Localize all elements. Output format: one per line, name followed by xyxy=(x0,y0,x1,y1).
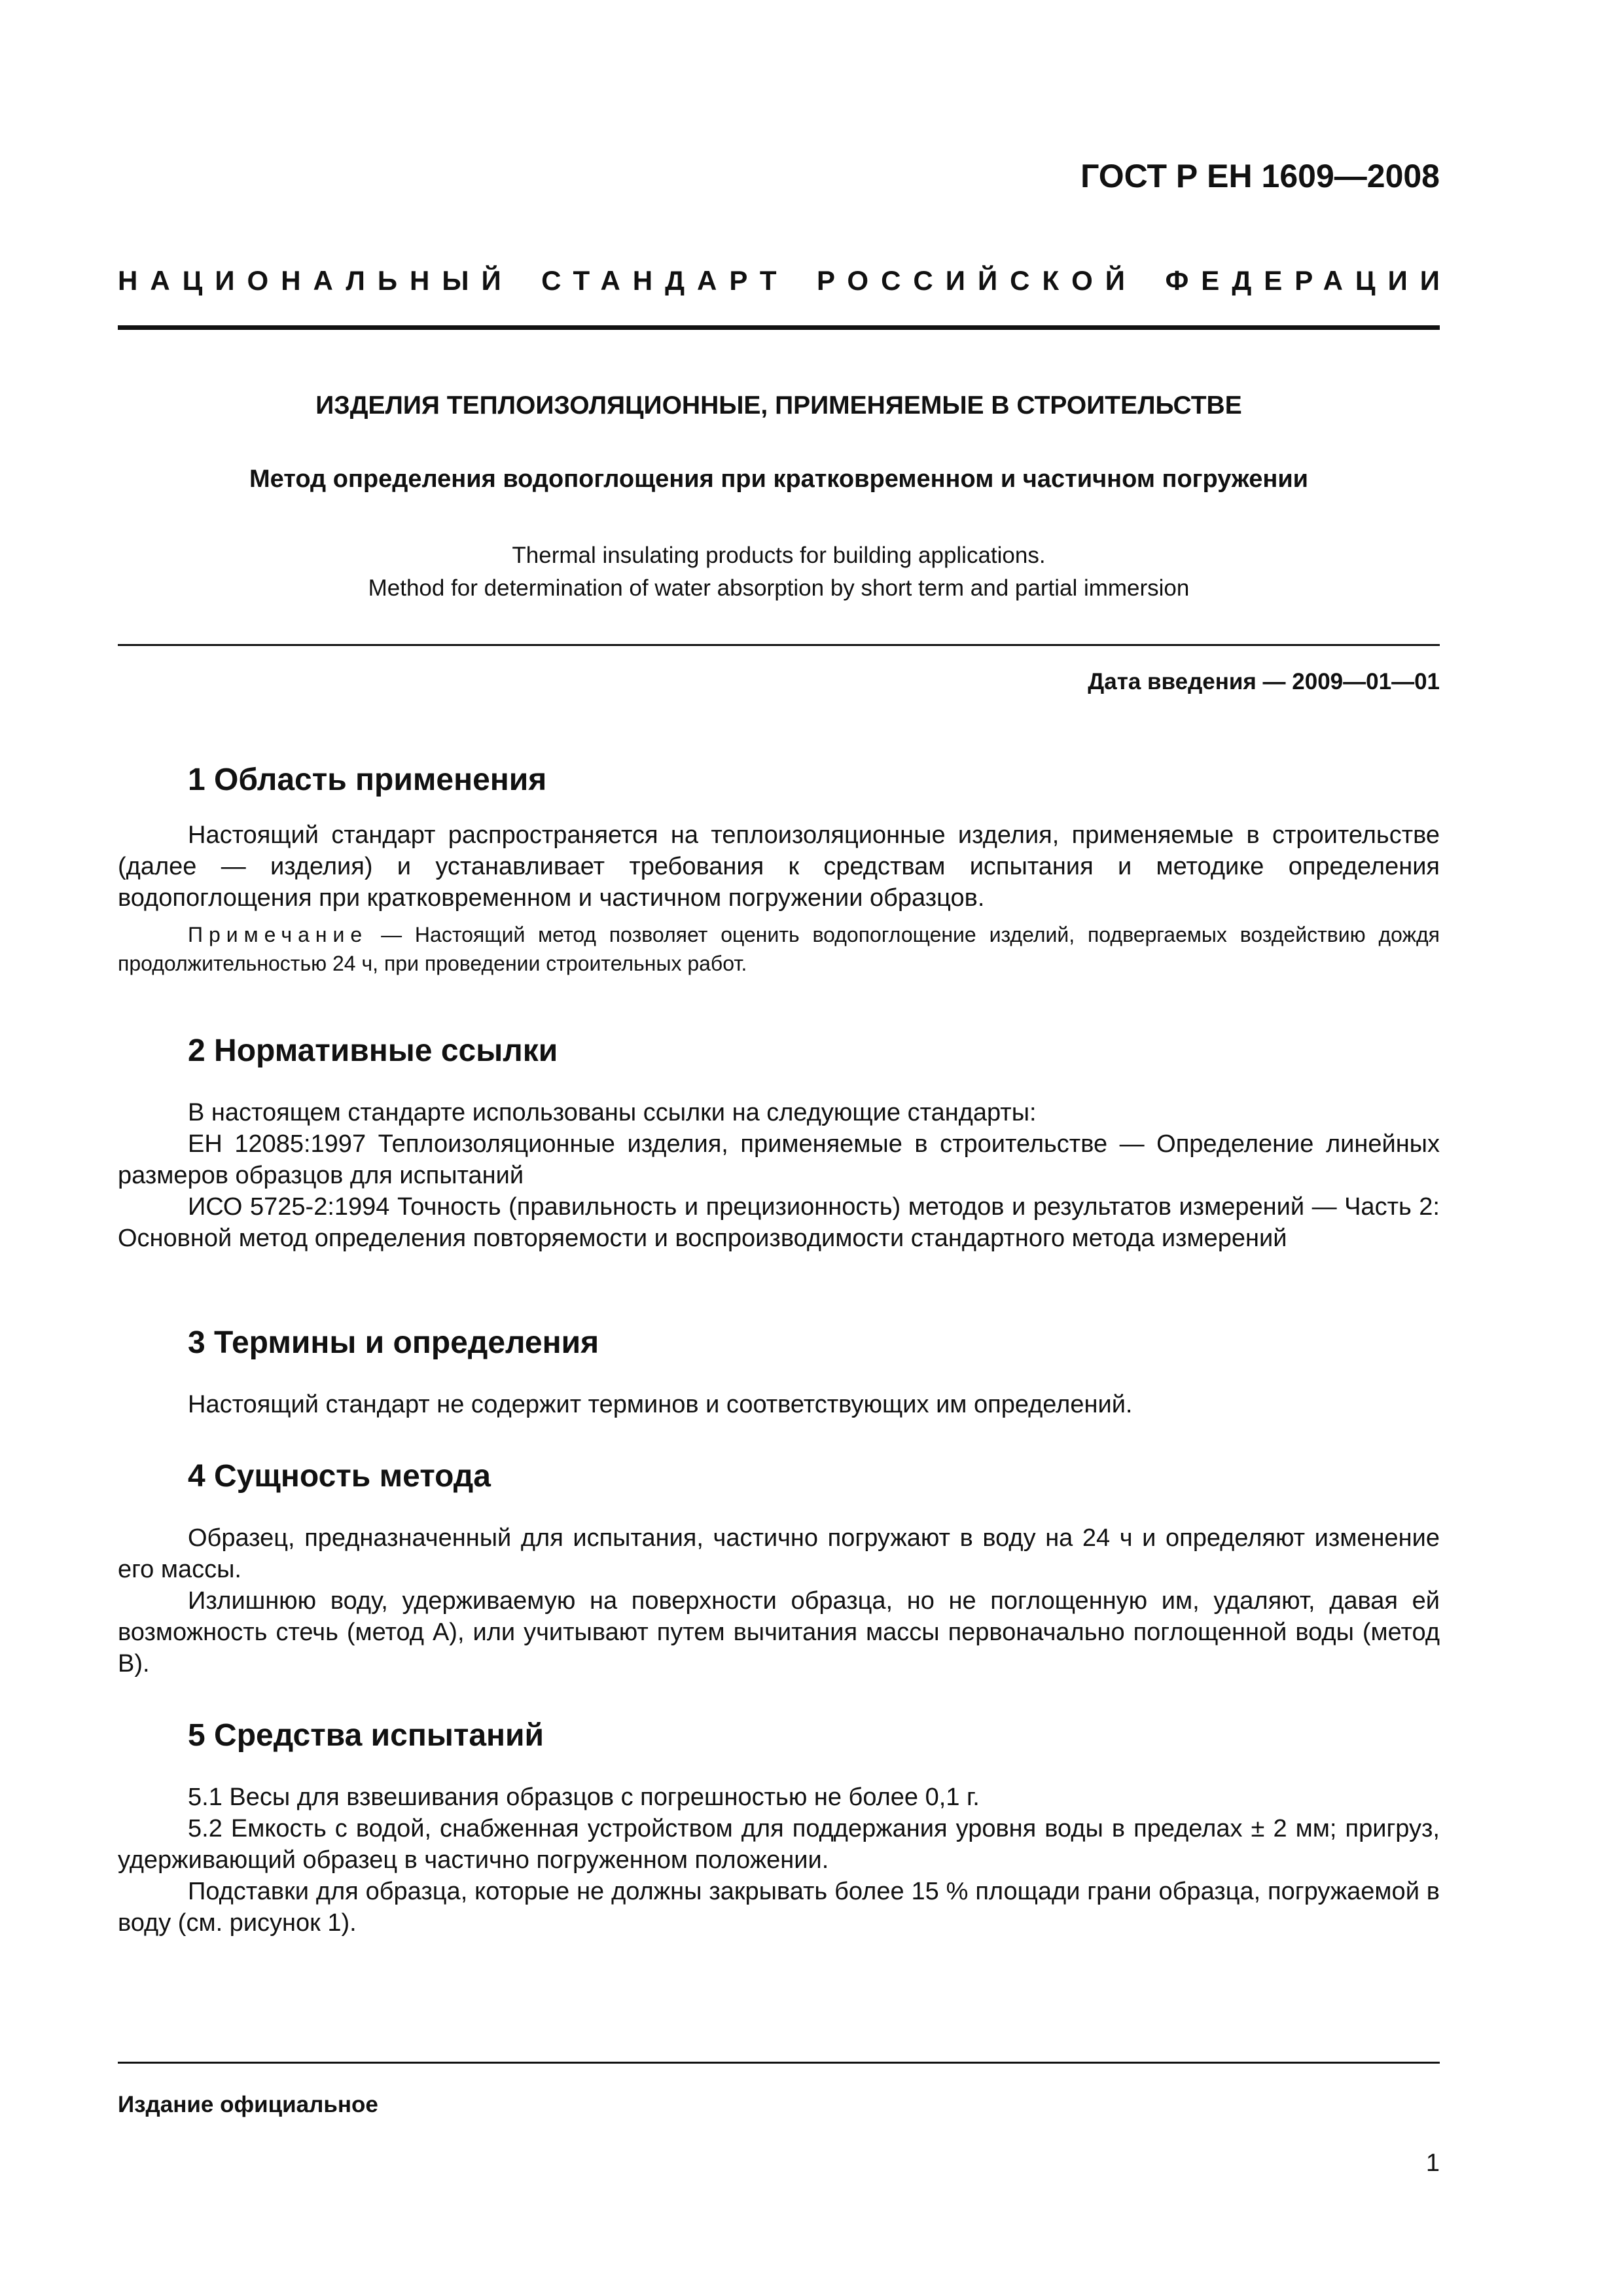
paragraph: Подставки для образца, которые не должны закрывать более 15 % площади грани образца, погружаемой в воду (см. рисунок 1). xyxy=(118,1878,1440,1937)
paragraph: Излишнюю воду, удерживаемую на поверхности образца, но не поглощенную им, удаляют, давая ей возможность стечь (метод А), или учитывают путем вычитания массы первоначально поглощенной воды (метод В). xyxy=(118,1587,1440,1677)
section-heading: 3 Термины и определения xyxy=(188,1325,599,1360)
section-heading: 2 Нормативные ссылки xyxy=(188,1033,558,1068)
header-divider xyxy=(118,325,1440,330)
footer-divider xyxy=(118,2062,1440,2064)
title-divider xyxy=(118,644,1440,646)
note-text: — Настоящий метод позволяет оценить водопоглощение изделий, подвергаемых воздействию дождя продолжительностью 24 ч, при проведении строительных работ. xyxy=(118,923,1440,975)
banner-word: ФЕДЕРАЦИИ xyxy=(1165,265,1452,296)
section-1 xyxy=(118,761,1440,978)
paragraph: 5.1 Весы для взвешивания образцов с погрешностью не более 0,1 г. xyxy=(188,1784,980,1811)
document-title: ИЗДЕЛИЯ ТЕПЛОИЗОЛЯЦИОННЫЕ, ПРИМЕНЯЕМЫЕ В СТРОИТЕЛЬСТВЕ xyxy=(315,391,1242,420)
english-title-line: Thermal insulating products for building applications. xyxy=(512,543,1046,568)
paragraph: Настоящий стандарт не содержит терминов и соответствующих им определений. xyxy=(188,1391,1133,1418)
paragraph: В настоящем стандарте использованы ссылки на следующие стандарты: xyxy=(188,1099,1037,1126)
document-page xyxy=(118,0,1452,2296)
section-heading: 1 Область применения xyxy=(188,762,547,797)
national-standard-banner xyxy=(118,265,1452,296)
english-title-line: Method for determination of water absorption by short term and partial immersion xyxy=(368,575,1190,601)
banner-word: СТАНДАРТ xyxy=(541,265,789,296)
banner-word: НАЦИОНАЛЬНЫЙ xyxy=(118,265,514,296)
page-number: 1 xyxy=(1425,2149,1440,2177)
document-code: ГОСТ Р ЕН 1609—2008 xyxy=(1080,158,1440,194)
paragraph: Настоящий стандарт распространяется на теплоизоляционные изделия, применяемые в строительстве (далее — изделия) и устанавливает требования к средствам испытания и методике определения водопоглощения при кратковременном и частичном погружении образцов. xyxy=(118,821,1440,912)
section-5 xyxy=(118,1716,1440,1939)
section-3 xyxy=(118,1323,1440,1420)
section-2 xyxy=(118,1031,1440,1254)
section-4 xyxy=(118,1457,1440,1679)
english-title xyxy=(118,539,1440,605)
document-subtitle: Метод определения водопоглощения при кратковременном и частичном погружении xyxy=(249,465,1309,493)
official-edition-label: Издание официальное xyxy=(118,2092,378,2117)
paragraph: 5.2 Емкость с водой, снабженная устройством для поддержания уровня воды в пределах ± 2 мм; пригруз, удерживающий образец в частично погруженном положении. xyxy=(118,1815,1440,1874)
reference-item: ЕН 12085:1997 Теплоизоляционные изделия, применяемые в строительстве — Определение линейных размеров образцов для испытаний xyxy=(118,1130,1440,1189)
introduction-date: Дата введения — 2009—01—01 xyxy=(1088,669,1440,694)
note-label: Примечание xyxy=(188,923,368,946)
section-heading: 4 Сущность метода xyxy=(188,1459,491,1494)
note xyxy=(118,920,1440,978)
section-heading: 5 Средства испытаний xyxy=(188,1718,544,1753)
paragraph: Образец, предназначенный для испытания, частично погружают в воду на 24 ч и определяют изменение его массы. xyxy=(118,1524,1440,1583)
reference-item: ИСО 5725-2:1994 Точность (правильность и прецизионность) методов и результатов измерений — Часть 2: Основной метод определения повторяемости и воспроизводимости стандартного метода измерений xyxy=(118,1193,1440,1252)
banner-word: РОССИЙСКОЙ xyxy=(816,265,1137,296)
